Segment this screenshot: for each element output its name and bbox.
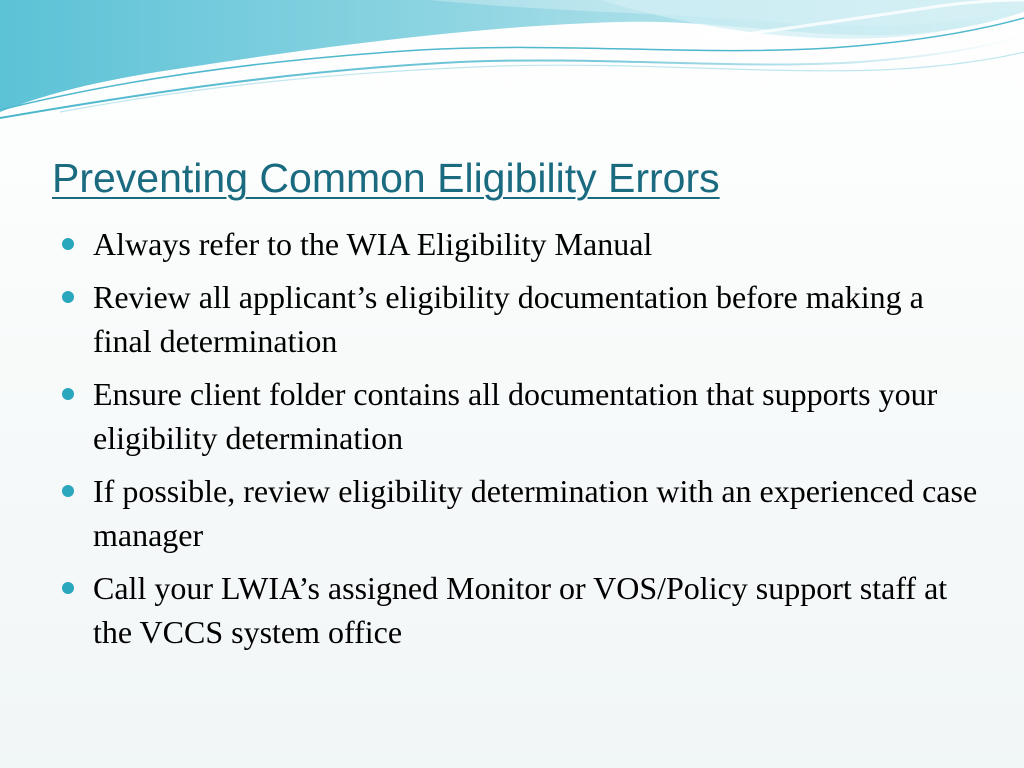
bullet-dot-icon: [62, 388, 74, 400]
bullet-dot-icon: [62, 238, 74, 250]
decorative-wave-header: [0, 0, 1024, 130]
bullet-list: [62, 222, 982, 663]
bullet-text: If possible, review eligibility determination with an experienced case manager: [93, 473, 978, 553]
bullet-text: Ensure client folder contains all documentation that supports your eligibility determination: [93, 376, 938, 456]
bullet-text: Always refer to the WIA Eligibility Manual: [93, 226, 653, 262]
bullet-item: [62, 275, 982, 363]
slide-title: Preventing Common Eligibility Errors: [52, 155, 720, 201]
bullet-item: [62, 222, 982, 266]
bullet-dot-icon: [62, 291, 74, 303]
bullet-text: Call your LWIA’s assigned Monitor or VOS/Policy support staff at the VCCS system office: [93, 570, 948, 650]
bullet-dot-icon: [62, 485, 74, 497]
bullet-item: [62, 372, 982, 460]
bullet-item: [62, 566, 982, 654]
bullet-text: Review all applicant’s eligibility documentation before making a final determination: [93, 279, 924, 359]
bullet-item: [62, 469, 982, 557]
bullet-dot-icon: [62, 582, 74, 594]
